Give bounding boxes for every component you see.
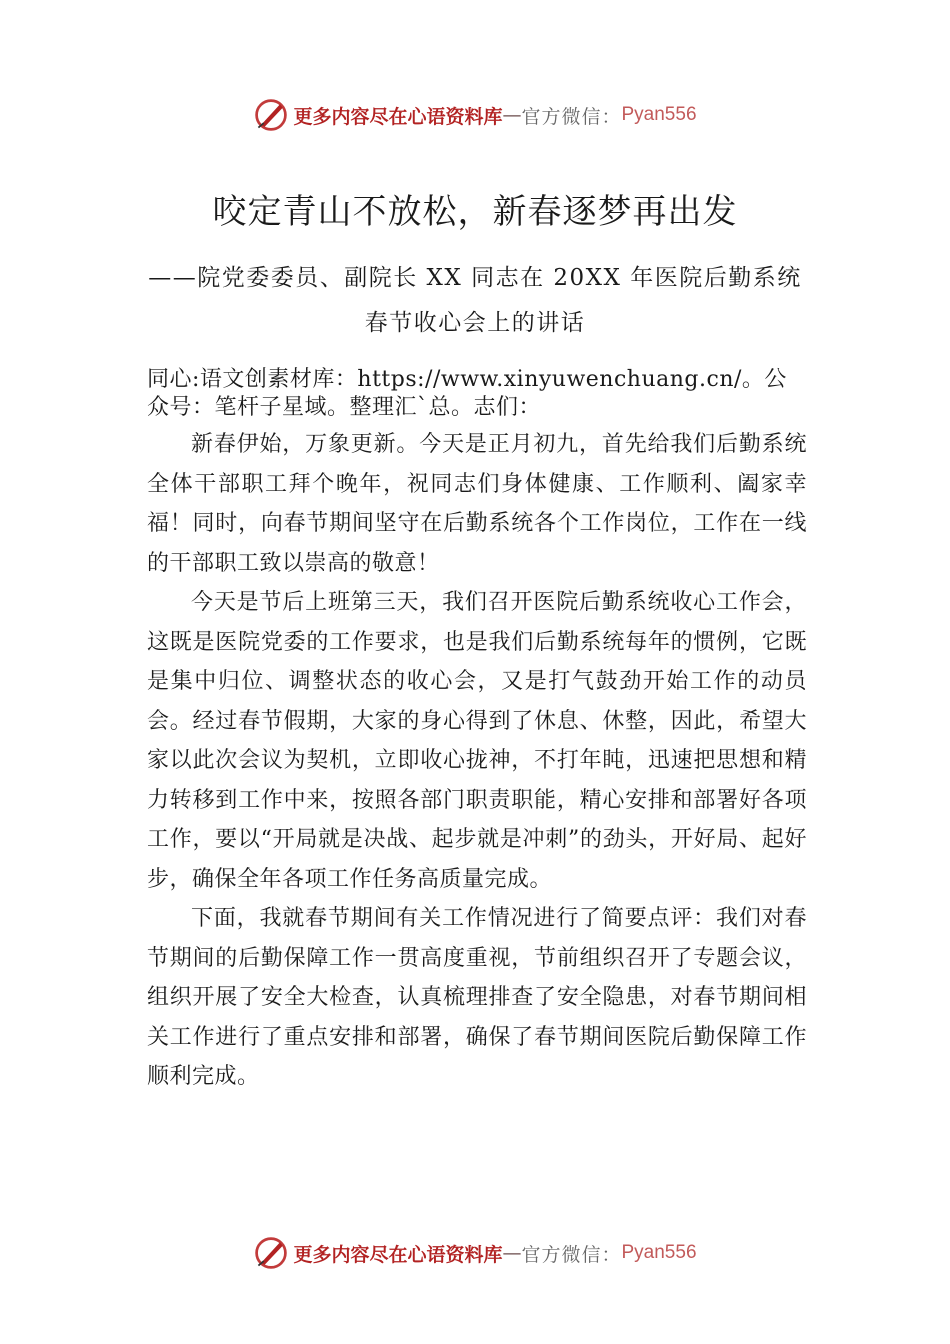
- paragraph-3: 下面，我就春节期间有关工作情况进行了简要点评：我们对春节期间的后勤保障工作一贯高度重视，节前组织召开了专题会议，组织开展了安全大检查，认真梳理排查了安全隐患，对春节期间相关工作进行了重点安排和部署，确保了春节期间医院后勤保障工作顺利完成。: [147, 906, 807, 1089]
- document-subtitle: ——院党委委员、副院长 XX 同志在 20XX 年医院后勤系统春节收心会上的讲话: [148, 265, 802, 336]
- footer-watermark: [0, 1233, 950, 1273]
- watermark-wechat-label: 官方微信：: [521, 1243, 622, 1266]
- paragraph-2: 今天是节后上班第三天，我们召开医院后勤系统收心工作会，这既是医院党委的工作要求，也是我们后勤系统每年的惯例，它既是集中归位、调整状态的收心会，又是打气鼓劲开始工作的动员会。经过春节假期，大家的身心得到了休息、休整，因此，希望大家以此次会议为契机，立即收心拢神，不打年盹，迅速把思想和精力转移到工作中来，按照各部门职责职能，精心安排和部署好各项工作，要以“开局就是决战、起步就是冲刺”的劲头，开好局、起好步，确保全年各项工作任务高质量完成。: [147, 590, 807, 892]
- document-title: 咬定青山不放松，新春逐梦再出发: [212, 192, 738, 232]
- salutation: 同心:语文创素材库：https://www.xinyuwenchuang.cn/。公众号：笔杆子星域。整理汇`总。志们：: [147, 367, 787, 420]
- watermark-wechat-id: Pyan556: [621, 1242, 697, 1263]
- watermark-dash: —: [502, 1242, 522, 1264]
- paragraph-1: 新春伊始，万象更新。今天是正月初九，首先给我们后勤系统全体干部职工拜个晚年，祝同志们身体健康、工作顺利、阖家幸福！同时，向春节期间坚守在后勤系统各个工作岗位，工作在一线的干部职工致以崇高的敬意！: [147, 432, 807, 576]
- header-watermark: [0, 95, 950, 135]
- watermark-wechat-label: 官方微信：: [521, 105, 622, 128]
- watermark-wechat-id: Pyan556: [621, 104, 697, 125]
- watermark-brand-text: 更多内容尽在心语资料库: [293, 105, 503, 128]
- watermark-brand-text: 更多内容尽在心语资料库: [293, 1243, 503, 1266]
- watermark-dash: —: [502, 104, 522, 126]
- quill-logo-icon: [253, 1235, 289, 1271]
- document-body: [147, 366, 807, 1097]
- quill-logo-icon: [253, 97, 289, 133]
